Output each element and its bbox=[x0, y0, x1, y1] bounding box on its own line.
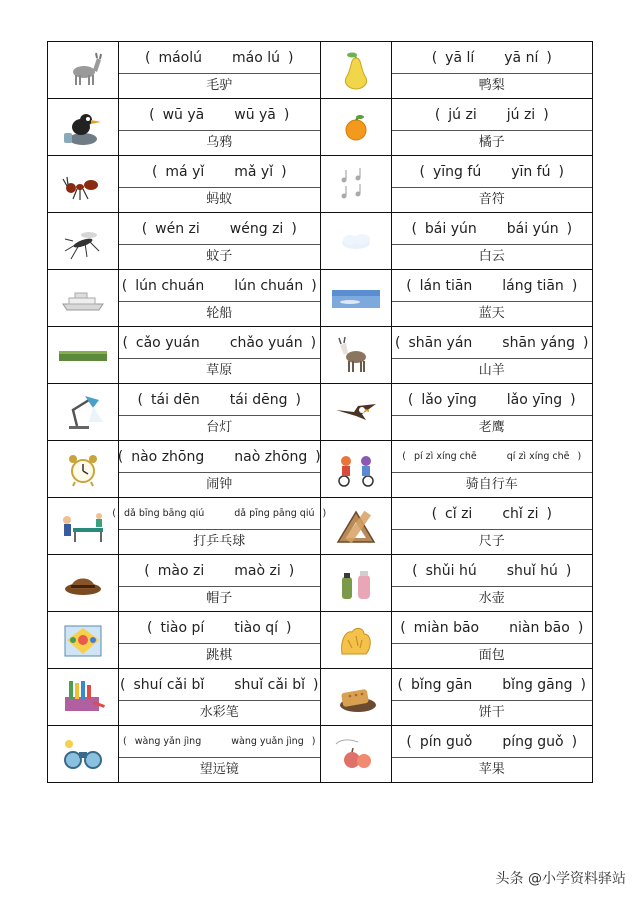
alarm-clock-icon bbox=[59, 449, 107, 489]
pinyin-choice bbox=[392, 42, 593, 73]
right-paren: ) bbox=[577, 451, 582, 462]
eagle-icon bbox=[332, 392, 380, 432]
left-paren: ( bbox=[120, 676, 126, 693]
pinyin-option-b[interactable]: tái dēng bbox=[229, 391, 288, 408]
pinyin-option-a[interactable]: jú zi bbox=[448, 106, 477, 123]
pinyin-option-a[interactable]: cǎo yuán bbox=[135, 334, 200, 351]
desk-lamp-icon bbox=[59, 392, 107, 432]
hanzi-word: 打乒乓球 bbox=[119, 529, 320, 554]
pinyin-choice bbox=[392, 384, 593, 415]
pinyin-choice bbox=[119, 270, 320, 301]
word-cell bbox=[112, 498, 327, 555]
left-paren: ( bbox=[419, 163, 425, 180]
pinyin-choice bbox=[119, 213, 320, 244]
right-paren: ) bbox=[543, 106, 549, 123]
picture-cell bbox=[320, 99, 391, 156]
pinyin-option-b[interactable]: jú zi bbox=[506, 106, 536, 123]
watermark-footer: 头条 @小学资料驿站 bbox=[495, 871, 626, 887]
picture-cell bbox=[48, 384, 119, 441]
left-paren: ( bbox=[402, 451, 406, 462]
right-paren: ) bbox=[546, 505, 552, 522]
pinyin-option-a[interactable]: miàn bāo bbox=[413, 619, 480, 636]
table-row bbox=[48, 498, 593, 555]
picture-cell bbox=[320, 42, 391, 99]
picture-cell bbox=[320, 213, 391, 270]
ship-icon bbox=[59, 278, 107, 318]
pinyin-option-a[interactable]: tiào pí bbox=[160, 619, 205, 636]
pinyin-option-b[interactable]: dǎ pīng pāng qiú bbox=[234, 508, 315, 519]
hanzi-word: 蓝天 bbox=[392, 301, 593, 326]
right-paren: ) bbox=[571, 277, 578, 294]
hanzi-word: 老鹰 bbox=[392, 415, 593, 440]
ruler-icon bbox=[332, 506, 380, 546]
hanzi-word: 水彩笔 bbox=[119, 700, 320, 725]
orange-icon bbox=[332, 107, 380, 147]
color-pens-icon bbox=[59, 677, 107, 717]
table-row bbox=[48, 726, 593, 783]
pinyin-choice bbox=[119, 99, 320, 130]
picture-cell bbox=[320, 384, 391, 441]
table-row bbox=[48, 612, 593, 669]
right-paren: ) bbox=[310, 334, 317, 351]
pinyin-option-b[interactable]: naò zhōng bbox=[234, 448, 308, 465]
pinyin-option-b[interactable]: lǎo yīng bbox=[506, 391, 563, 408]
hat-icon bbox=[59, 563, 107, 603]
pinyin-table bbox=[47, 41, 593, 783]
table-row bbox=[48, 384, 593, 441]
crow-icon bbox=[59, 107, 107, 147]
word-cell bbox=[119, 99, 321, 156]
table-row bbox=[48, 270, 593, 327]
picture-cell bbox=[48, 726, 119, 783]
hanzi-word: 台灯 bbox=[119, 415, 320, 440]
donkey-icon bbox=[59, 50, 107, 90]
apple-icon bbox=[332, 734, 380, 774]
right-paren: ) bbox=[322, 508, 327, 519]
word-cell bbox=[391, 669, 593, 726]
left-paren: ( bbox=[412, 562, 418, 579]
bread-icon bbox=[332, 620, 380, 660]
word-cell bbox=[391, 498, 593, 555]
word-cell bbox=[391, 612, 593, 669]
right-paren: ) bbox=[571, 733, 578, 750]
word-cell bbox=[119, 669, 321, 726]
hanzi-word: 跳棋 bbox=[119, 643, 320, 668]
pinyin-choice bbox=[119, 42, 320, 73]
hanzi-word: 橘子 bbox=[392, 130, 593, 155]
right-paren: ) bbox=[288, 562, 295, 579]
pinyin-choice bbox=[392, 270, 593, 301]
picture-cell bbox=[320, 555, 391, 612]
right-paren: ) bbox=[283, 106, 290, 123]
left-paren: ( bbox=[137, 391, 144, 408]
pinyin-option-a[interactable]: cǐ zi bbox=[445, 505, 473, 522]
left-paren: ( bbox=[406, 277, 412, 294]
pinyin-option-a[interactable]: pín guǒ bbox=[419, 733, 473, 750]
pinyin-choice bbox=[119, 384, 320, 415]
pinyin-choice bbox=[392, 669, 593, 700]
binoculars-icon bbox=[59, 734, 107, 774]
word-cell bbox=[119, 42, 321, 99]
pinyin-choice bbox=[119, 156, 320, 187]
left-paren: ( bbox=[141, 220, 148, 237]
picture-cell bbox=[48, 555, 119, 612]
hanzi-word: 闹钟 bbox=[119, 472, 320, 497]
pear-icon bbox=[332, 50, 380, 90]
pinyin-option-b[interactable]: lún chuán bbox=[234, 277, 304, 294]
table-row bbox=[48, 327, 593, 384]
picture-cell bbox=[48, 327, 119, 384]
picture-cell bbox=[48, 99, 119, 156]
right-paren: ) bbox=[583, 334, 589, 351]
left-paren: ( bbox=[117, 448, 124, 465]
pinyin-choice bbox=[392, 213, 593, 244]
pinyin-option-a[interactable]: shǔi hú bbox=[425, 562, 477, 579]
word-cell bbox=[391, 441, 593, 498]
left-paren: ( bbox=[407, 391, 414, 408]
pinyin-option-b[interactable]: wàng yuǎn jìng bbox=[231, 736, 304, 747]
table-row bbox=[48, 156, 593, 213]
pinyin-option-a[interactable]: wū yā bbox=[162, 106, 205, 123]
table-row bbox=[48, 99, 593, 156]
left-paren: ( bbox=[395, 334, 401, 351]
pinyin-choice bbox=[392, 498, 593, 529]
hanzi-word: 毛驴 bbox=[119, 73, 320, 98]
music-notes-icon bbox=[332, 164, 380, 204]
left-paren: ( bbox=[406, 733, 412, 750]
worksheet bbox=[47, 41, 593, 797]
left-paren: ( bbox=[121, 277, 128, 294]
word-cell bbox=[119, 612, 321, 669]
pinyin-option-a[interactable]: pí zì xíng chē bbox=[413, 451, 477, 462]
pinyin-option-b[interactable]: maò zi bbox=[234, 562, 281, 579]
ant-icon bbox=[59, 164, 107, 204]
right-paren: ) bbox=[295, 391, 301, 408]
left-paren: ( bbox=[431, 505, 438, 522]
left-paren: ( bbox=[122, 334, 128, 351]
left-paren: ( bbox=[147, 619, 153, 636]
left-paren: ( bbox=[149, 106, 155, 123]
pinyin-option-b[interactable]: shān yáng bbox=[502, 334, 575, 351]
pinyin-option-a[interactable]: shān yán bbox=[408, 334, 473, 351]
pinyin-option-b[interactable]: shuǐ hú bbox=[506, 562, 558, 579]
picture-cell bbox=[48, 441, 119, 498]
right-paren: ) bbox=[315, 448, 321, 465]
pinyin-option-a[interactable]: mào zi bbox=[157, 562, 205, 579]
word-cell bbox=[391, 42, 593, 99]
cloud-icon bbox=[332, 221, 380, 261]
pinyin-option-a[interactable]: wàng yǎn jìng bbox=[134, 736, 202, 747]
grassland-icon bbox=[59, 335, 107, 375]
ping-pong-icon bbox=[59, 506, 107, 546]
word-cell bbox=[119, 384, 321, 441]
picture-cell bbox=[320, 441, 391, 498]
word-cell bbox=[119, 726, 321, 783]
sky-icon bbox=[332, 278, 380, 318]
pinyin-option-b[interactable]: qí zì xíng chē bbox=[506, 451, 570, 462]
table-row bbox=[48, 213, 593, 270]
hanzi-word: 鸭梨 bbox=[392, 73, 593, 98]
pinyin-choice bbox=[392, 156, 593, 187]
pinyin-choice bbox=[119, 555, 320, 586]
pinyin-option-b[interactable]: mǎ yǐ bbox=[234, 163, 274, 180]
pinyin-option-b[interactable]: chǎo yuán bbox=[229, 334, 303, 351]
pinyin-option-a[interactable]: shuí cǎi bǐ bbox=[133, 676, 205, 693]
right-paren: ) bbox=[570, 391, 576, 408]
right-paren: ) bbox=[565, 562, 572, 579]
pinyin-option-a[interactable]: lán tiān bbox=[419, 277, 473, 294]
picture-cell bbox=[48, 42, 119, 99]
hanzi-word: 蚂蚁 bbox=[119, 187, 320, 212]
biscuit-icon bbox=[332, 677, 380, 717]
pinyin-option-b[interactable]: bái yún bbox=[506, 220, 559, 237]
right-paren: ) bbox=[311, 277, 317, 294]
hanzi-word: 苹果 bbox=[392, 757, 593, 782]
word-cell bbox=[391, 99, 593, 156]
right-paren: ) bbox=[311, 736, 316, 747]
pinyin-option-b[interactable]: bǐng gāng bbox=[502, 676, 573, 693]
pinyin-option-b[interactable]: chǐ zi bbox=[502, 505, 539, 522]
right-paren: ) bbox=[577, 619, 584, 636]
pinyin-option-b[interactable]: tiào qí bbox=[234, 619, 278, 636]
hanzi-word: 帽子 bbox=[119, 586, 320, 611]
right-paren: ) bbox=[313, 676, 319, 693]
right-paren: ) bbox=[286, 619, 292, 636]
hanzi-word: 轮船 bbox=[119, 301, 320, 326]
word-cell bbox=[119, 555, 321, 612]
pinyin-option-a[interactable]: bǐng gān bbox=[410, 676, 473, 693]
pinyin-option-b[interactable]: píng guǒ bbox=[502, 733, 564, 750]
pinyin-choice bbox=[392, 99, 593, 130]
picture-cell bbox=[320, 612, 391, 669]
word-cell bbox=[391, 555, 593, 612]
hanzi-word: 水壶 bbox=[392, 586, 593, 611]
pinyin-option-a[interactable]: yā lí bbox=[445, 49, 475, 66]
pinyin-choice bbox=[119, 669, 320, 700]
pinyin-option-b[interactable]: wéng zi bbox=[229, 220, 284, 237]
left-paren: ( bbox=[145, 49, 151, 66]
bicycle-kids-icon bbox=[332, 449, 380, 489]
pinyin-option-a[interactable]: dǎ bīng bāng qiú bbox=[124, 508, 205, 519]
hanzi-word: 音符 bbox=[392, 187, 593, 212]
word-cell bbox=[391, 270, 593, 327]
pinyin-option-a[interactable]: lún chuán bbox=[135, 277, 205, 294]
left-paren: ( bbox=[151, 163, 158, 180]
word-cell bbox=[391, 384, 593, 441]
pinyin-choice bbox=[392, 441, 593, 472]
hanzi-word: 尺子 bbox=[392, 529, 593, 554]
table-row bbox=[48, 555, 593, 612]
pinyin-option-a[interactable]: nào zhōng bbox=[131, 448, 205, 465]
pinyin-option-a[interactable]: wén zi bbox=[155, 220, 200, 237]
picture-cell bbox=[320, 327, 391, 384]
pinyin-choice bbox=[119, 441, 320, 472]
picture-cell bbox=[48, 156, 119, 213]
word-cell bbox=[391, 213, 593, 270]
word-cell bbox=[119, 213, 321, 270]
pinyin-option-b[interactable]: niàn bāo bbox=[509, 619, 570, 636]
word-cell bbox=[119, 327, 321, 384]
pinyin-option-a[interactable]: tái dēn bbox=[151, 391, 200, 408]
right-paren: ) bbox=[546, 49, 552, 66]
pinyin-choice bbox=[119, 612, 320, 643]
picture-cell bbox=[320, 669, 391, 726]
hanzi-word: 饼干 bbox=[392, 700, 593, 725]
hanzi-word: 骑自行车 bbox=[392, 472, 593, 497]
right-paren: ) bbox=[566, 220, 573, 237]
word-cell bbox=[119, 441, 321, 498]
kettle-icon bbox=[332, 563, 380, 603]
picture-cell bbox=[48, 498, 119, 555]
word-cell bbox=[119, 270, 321, 327]
pinyin-option-a[interactable]: lǎo yīng bbox=[421, 391, 477, 408]
hanzi-word: 白云 bbox=[392, 244, 593, 269]
hanzi-word: 面包 bbox=[392, 643, 593, 668]
picture-cell bbox=[48, 213, 119, 270]
right-paren: ) bbox=[580, 676, 586, 693]
word-cell bbox=[119, 156, 321, 213]
table-row bbox=[48, 441, 593, 498]
picture-cell bbox=[320, 156, 391, 213]
hanzi-word: 蚊子 bbox=[119, 244, 320, 269]
right-paren: ) bbox=[281, 163, 287, 180]
pinyin-choice bbox=[119, 726, 320, 757]
pinyin-option-a[interactable]: yīng fú bbox=[433, 163, 482, 180]
pinyin-choice bbox=[392, 612, 593, 643]
left-paren: ( bbox=[144, 562, 150, 579]
word-cell bbox=[391, 327, 593, 384]
picture-cell bbox=[48, 669, 119, 726]
hanzi-word: 草原 bbox=[119, 358, 320, 383]
left-paren: ( bbox=[397, 676, 403, 693]
pinyin-choice bbox=[112, 498, 327, 529]
right-paren: ) bbox=[558, 163, 564, 180]
word-cell bbox=[391, 726, 593, 783]
pinyin-option-b[interactable]: máo lú bbox=[232, 49, 281, 66]
right-paren: ) bbox=[291, 220, 297, 237]
pinyin-choice bbox=[119, 327, 320, 358]
left-paren: ( bbox=[434, 106, 441, 123]
hanzi-word: 山羊 bbox=[392, 358, 593, 383]
goat-icon bbox=[332, 335, 380, 375]
picture-cell bbox=[48, 612, 119, 669]
pinyin-option-a[interactable]: máolú bbox=[158, 49, 203, 66]
left-paren: ( bbox=[431, 49, 438, 66]
picture-cell bbox=[320, 498, 391, 555]
pinyin-option-b[interactable]: wū yā bbox=[234, 106, 276, 123]
left-paren: ( bbox=[123, 736, 127, 747]
table-row bbox=[48, 669, 593, 726]
mosquito-icon bbox=[59, 221, 107, 261]
picture-cell bbox=[320, 726, 391, 783]
pinyin-option-b[interactable]: láng tiān bbox=[502, 277, 564, 294]
pinyin-option-b[interactable]: yīn fú bbox=[511, 163, 551, 180]
pinyin-option-b[interactable]: shuǐ cǎi bǐ bbox=[234, 676, 306, 693]
left-paren: ( bbox=[411, 220, 417, 237]
left-paren: ( bbox=[400, 619, 406, 636]
checkers-icon bbox=[59, 620, 107, 660]
pinyin-choice bbox=[392, 555, 593, 586]
pinyin-option-a[interactable]: bái yún bbox=[424, 220, 477, 237]
table-row bbox=[48, 42, 593, 99]
picture-cell bbox=[320, 270, 391, 327]
word-cell bbox=[391, 156, 593, 213]
pinyin-option-b[interactable]: yā ní bbox=[504, 49, 539, 66]
hanzi-word: 望远镜 bbox=[119, 757, 320, 782]
picture-cell bbox=[48, 270, 119, 327]
pinyin-option-a[interactable]: má yǐ bbox=[165, 163, 205, 180]
pinyin-choice bbox=[392, 726, 593, 757]
left-paren: ( bbox=[112, 508, 117, 519]
pinyin-choice bbox=[392, 327, 593, 358]
right-paren: ) bbox=[288, 49, 294, 66]
hanzi-word: 乌鸦 bbox=[119, 130, 320, 155]
